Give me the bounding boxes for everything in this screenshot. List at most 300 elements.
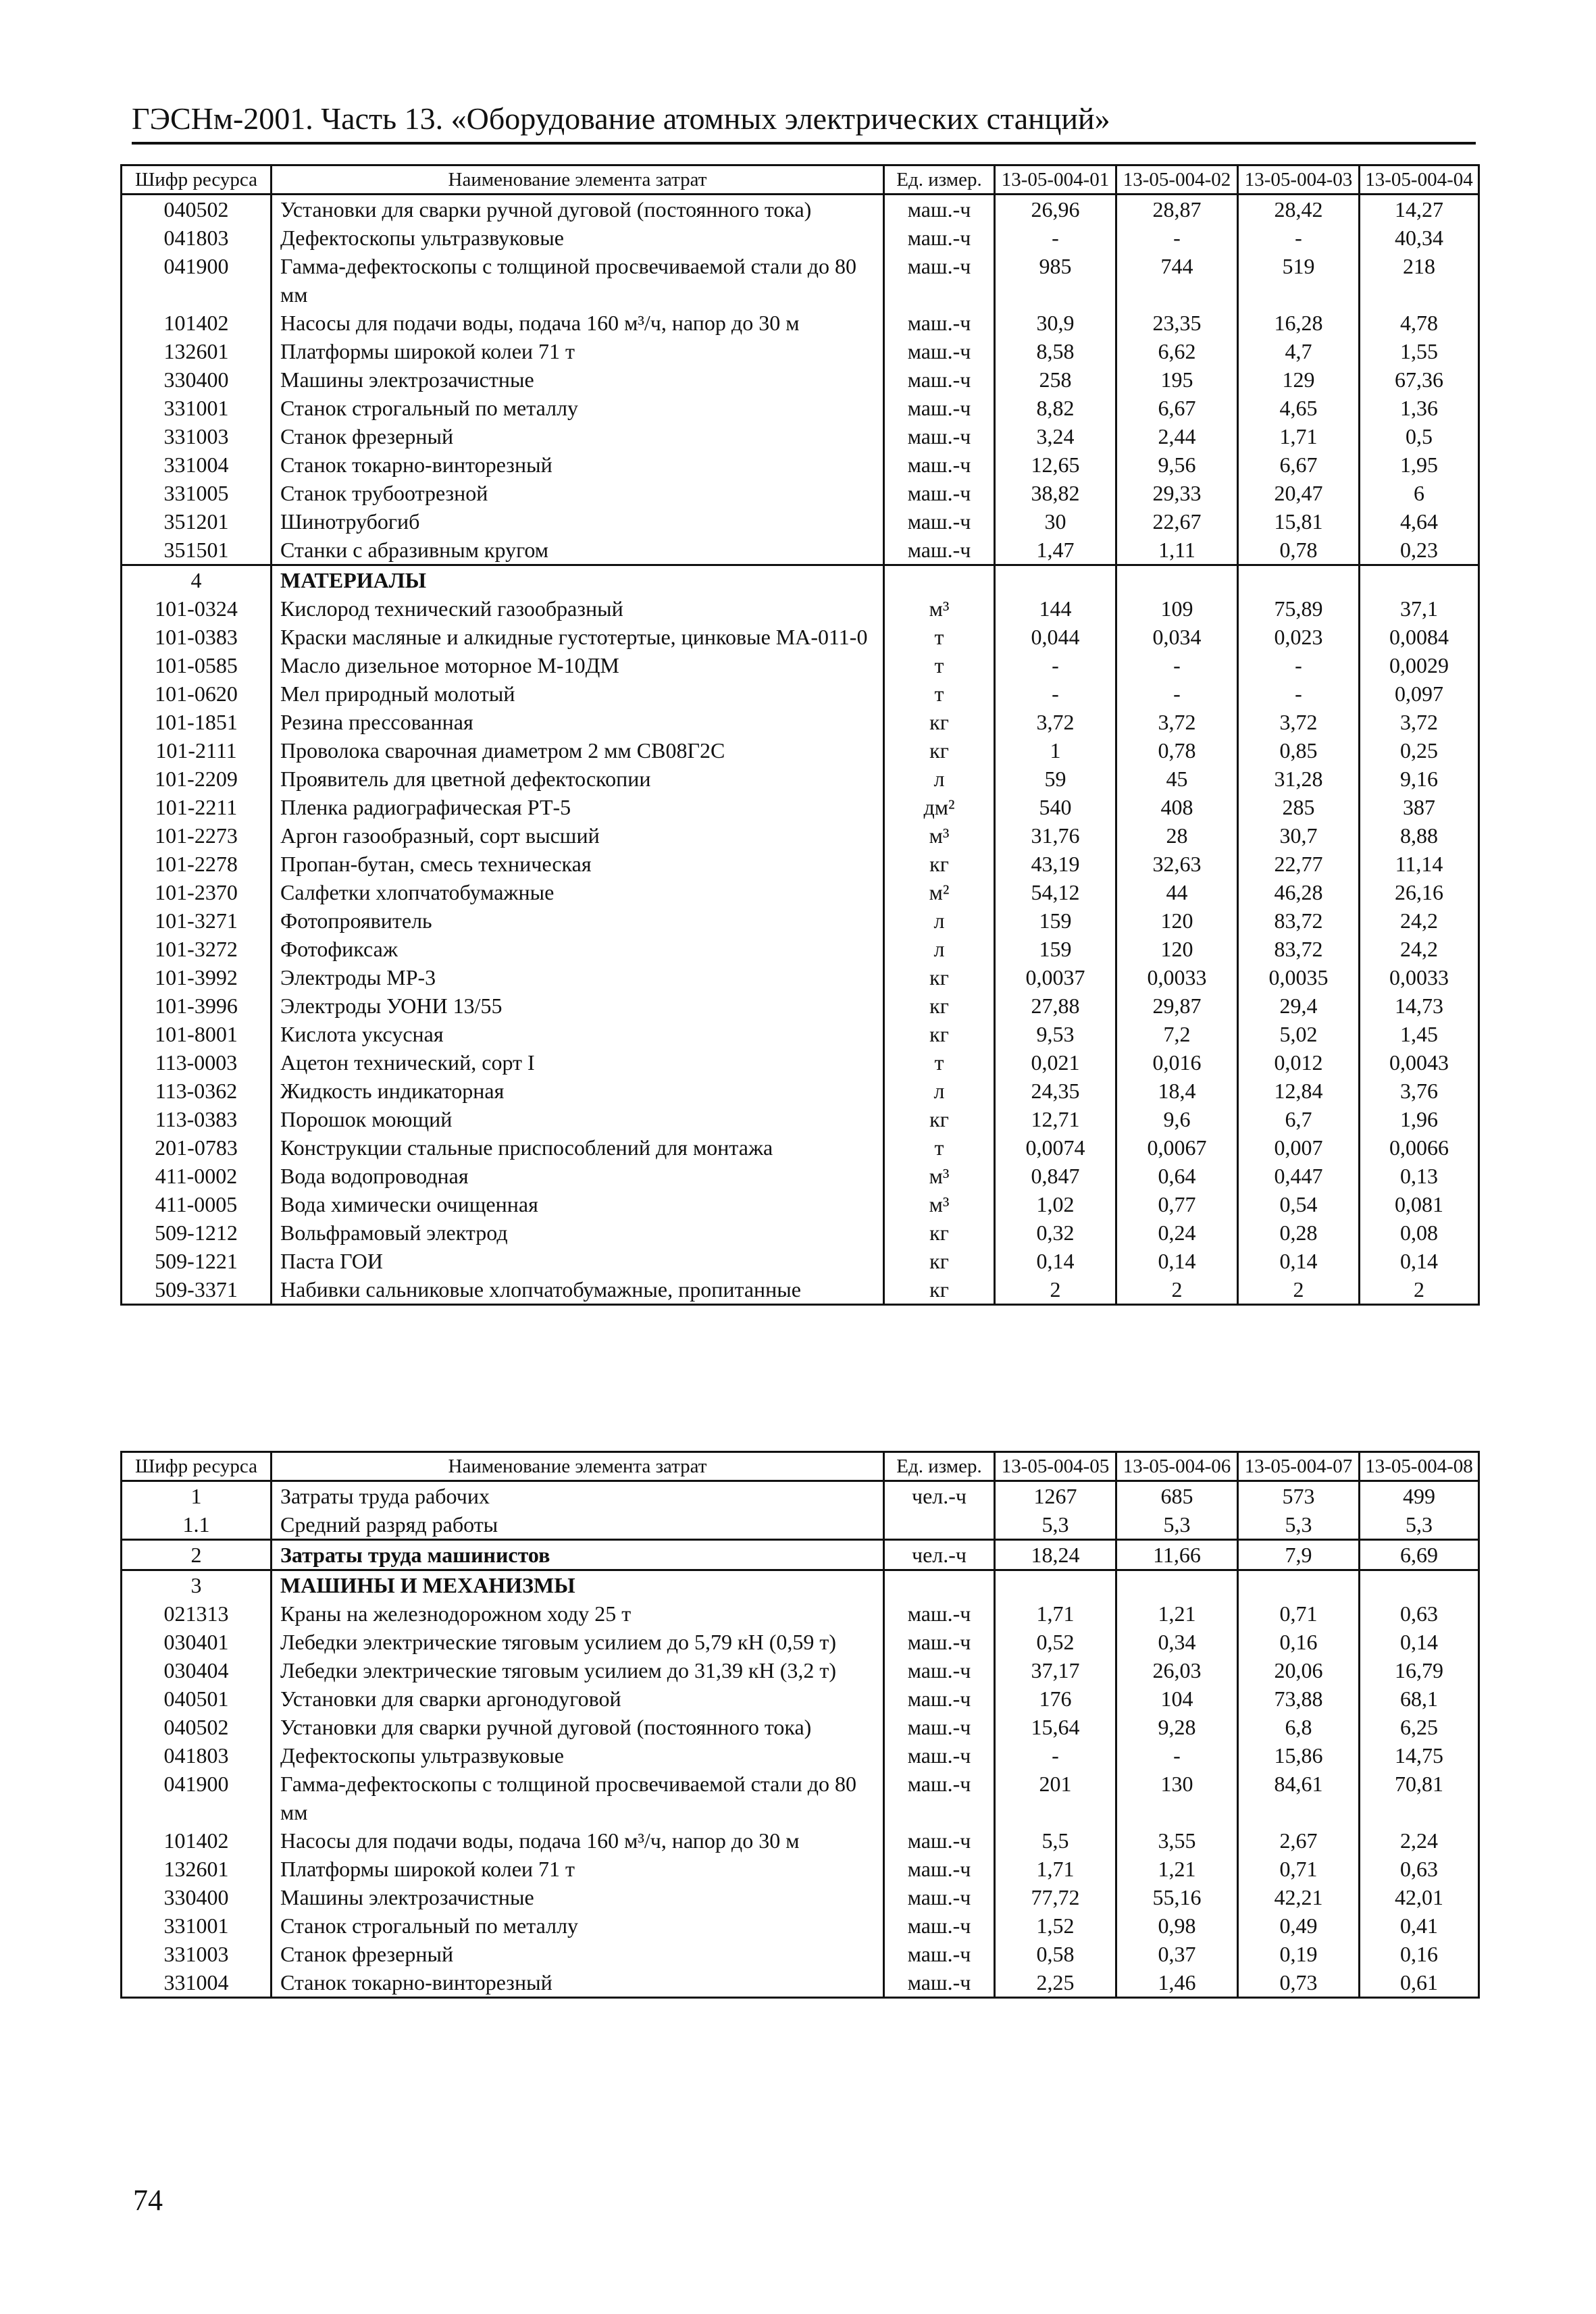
norm-value-cell: 0,41: [1360, 1911, 1479, 1940]
resource-name-cell: Проявитель для цветной дефектоскопии: [272, 765, 884, 793]
norm-value-cell: 29,33: [1116, 479, 1238, 507]
norm-value-cell: 0,64: [1116, 1162, 1238, 1190]
norm-value-cell: 0,0037: [995, 963, 1116, 992]
norm-value-cell: 1,45: [1360, 1020, 1479, 1048]
resource-name-cell: Станок токарно-винторезный: [272, 451, 884, 479]
table-row: [122, 1077, 1479, 1105]
page-number: 74: [133, 2184, 163, 2217]
norm-value-cell: [1360, 1570, 1479, 1600]
resource-table-1: [120, 164, 1480, 1306]
resource-name-cell: Фотофиксаж: [272, 935, 884, 963]
table-row: [122, 935, 1479, 963]
norm-value-cell: 1,71: [1238, 422, 1360, 451]
norm-value-cell: 9,6: [1116, 1105, 1238, 1133]
norm-value-cell: 40,34: [1360, 224, 1479, 252]
norm-value-cell: 5,5: [995, 1826, 1116, 1855]
resource-code-cell: 331001: [122, 394, 272, 422]
norm-value-cell: 0,71: [1238, 1855, 1360, 1883]
resource-name-cell: Пропан-бутан, смесь техническая: [272, 850, 884, 878]
norm-value-cell: 18,24: [995, 1540, 1116, 1570]
unit-cell: м³: [884, 1162, 995, 1190]
unit-cell: кг: [884, 1218, 995, 1247]
table-row: [122, 1628, 1479, 1656]
norm-value-cell: 0,78: [1116, 736, 1238, 765]
norm-value-cell: 5,3: [1116, 1510, 1238, 1540]
norm-value-cell: 15,64: [995, 1713, 1116, 1741]
resource-code-cell: 030401: [122, 1628, 272, 1656]
norm-value-cell: 22,77: [1238, 850, 1360, 878]
resource-code-cell: 040501: [122, 1685, 272, 1713]
unit-cell: м²: [884, 878, 995, 906]
norm-value-cell: 0,37: [1116, 1940, 1238, 1968]
table-row: [122, 252, 1479, 309]
norm-value-cell: 14,73: [1360, 992, 1479, 1020]
norm-value-cell: -: [1238, 651, 1360, 679]
norm-value-cell: 1,47: [995, 536, 1116, 565]
resource-code-cell: 101-0383: [122, 623, 272, 651]
norm-value-cell: 0,32: [995, 1218, 1116, 1247]
norm-value-cell: [995, 1570, 1116, 1600]
norm-value-cell: 2: [1360, 1275, 1479, 1305]
norm-value-cell: 9,28: [1116, 1713, 1238, 1741]
unit-cell: л: [884, 765, 995, 793]
table-row: [122, 1020, 1479, 1048]
norm-value-cell: 5,3: [1238, 1510, 1360, 1540]
norm-value-cell: 30,7: [1238, 821, 1360, 850]
resource-name-cell: Установки для сварки ручной дуговой (постоянного тока): [272, 1713, 884, 1741]
unit-cell: т: [884, 679, 995, 708]
unit-cell: дм²: [884, 793, 995, 821]
resource-code-cell: 2: [122, 1540, 272, 1570]
table-row: [122, 309, 1479, 337]
resource-code-cell: 201-0783: [122, 1133, 272, 1162]
unit-cell: чел.-ч: [884, 1540, 995, 1570]
norm-value-cell: 0,0067: [1116, 1133, 1238, 1162]
column-header-norm: 13-05-004-06: [1116, 1452, 1238, 1481]
norm-value-cell: 6,62: [1116, 337, 1238, 365]
norm-value-cell: 0,021: [995, 1048, 1116, 1077]
norm-value-cell: 59: [995, 765, 1116, 793]
unit-cell: маш.-ч: [884, 1826, 995, 1855]
norm-value-cell: [1238, 565, 1360, 595]
norm-value-cell: 5,02: [1238, 1020, 1360, 1048]
norm-value-cell: 5,3: [1360, 1510, 1479, 1540]
norm-value-cell: 0,097: [1360, 679, 1479, 708]
resource-name-cell: Краны на железнодорожном ходу 25 т: [272, 1599, 884, 1628]
section-row: [122, 565, 1479, 595]
norm-value-cell: 1,71: [995, 1855, 1116, 1883]
norm-value-cell: 84,61: [1238, 1770, 1360, 1826]
resource-name-cell: Салфетки хлопчатобумажные: [272, 878, 884, 906]
resource-name-cell: Станок фрезерный: [272, 422, 884, 451]
norm-value-cell: -: [1238, 679, 1360, 708]
norm-value-cell: 0,044: [995, 623, 1116, 651]
resource-code-cell: 330400: [122, 365, 272, 394]
norm-value-cell: 28,42: [1238, 195, 1360, 224]
norm-value-cell: 23,35: [1116, 309, 1238, 337]
resource-code-cell: 101-0620: [122, 679, 272, 708]
resource-name-cell: Установки для сварки ручной дуговой (постоянного тока): [272, 195, 884, 224]
resource-name-cell: Вольфрамовый электрод: [272, 1218, 884, 1247]
norm-value-cell: 83,72: [1238, 935, 1360, 963]
norm-value-cell: 0,0033: [1360, 963, 1479, 992]
norm-value-cell: -: [1116, 651, 1238, 679]
resource-code-cell: 041900: [122, 1770, 272, 1826]
table-row: [122, 1770, 1479, 1826]
table-row: [122, 1911, 1479, 1940]
norm-value-cell: 30,9: [995, 309, 1116, 337]
table-row: [122, 1540, 1479, 1570]
resource-code-cell: 1: [122, 1481, 272, 1511]
norm-value-cell: 0,77: [1116, 1190, 1238, 1218]
resource-code-cell: 330400: [122, 1883, 272, 1911]
unit-cell: маш.-ч: [884, 309, 995, 337]
norm-value-cell: 218: [1360, 252, 1479, 309]
norm-value-cell: 0,16: [1360, 1940, 1479, 1968]
norm-value-cell: 29,4: [1238, 992, 1360, 1020]
resource-code-cell: 101-3996: [122, 992, 272, 1020]
norm-value-cell: 1267: [995, 1481, 1116, 1511]
norm-value-cell: 27,88: [995, 992, 1116, 1020]
resource-code-cell: 509-3371: [122, 1275, 272, 1305]
resource-name-cell: Ацетон технический, сорт I: [272, 1048, 884, 1077]
norm-value-cell: 0,13: [1360, 1162, 1479, 1190]
norm-value-cell: 14,27: [1360, 195, 1479, 224]
norm-value-cell: 42,01: [1360, 1883, 1479, 1911]
resource-code-cell: 351201: [122, 507, 272, 536]
norm-value-cell: 0,034: [1116, 623, 1238, 651]
norm-value-cell: 0,5: [1360, 422, 1479, 451]
norm-value-cell: [1116, 565, 1238, 595]
table-row: [122, 507, 1479, 536]
column-header-unit: Ед. измер.: [884, 165, 995, 195]
norm-value-cell: 985: [995, 252, 1116, 309]
table-row: [122, 850, 1479, 878]
table-row: [122, 1883, 1479, 1911]
table-row: [122, 651, 1479, 679]
norm-value-cell: 1: [995, 736, 1116, 765]
norm-value-cell: 1,96: [1360, 1105, 1479, 1133]
resource-code-cell: 040502: [122, 1713, 272, 1741]
resource-name-cell: Электроды УОНИ 13/55: [272, 992, 884, 1020]
norm-value-cell: 1,52: [995, 1911, 1116, 1940]
norm-value-cell: 15,81: [1238, 507, 1360, 536]
unit-cell: кг: [884, 992, 995, 1020]
norm-value-cell: 2: [1116, 1275, 1238, 1305]
norm-value-cell: [995, 565, 1116, 595]
table-row: [122, 594, 1479, 623]
norm-value-cell: 104: [1116, 1685, 1238, 1713]
resource-code-cell: 3: [122, 1570, 272, 1600]
unit-cell: т: [884, 623, 995, 651]
norm-value-cell: 0,0043: [1360, 1048, 1479, 1077]
norm-value-cell: 3,72: [1238, 708, 1360, 736]
resource-name-cell: Затраты труда машинистов: [272, 1540, 884, 1570]
norm-value-cell: 3,76: [1360, 1077, 1479, 1105]
table-row: [122, 821, 1479, 850]
norm-value-cell: 24,35: [995, 1077, 1116, 1105]
norm-value-cell: [1238, 1570, 1360, 1600]
norm-value-cell: 120: [1116, 906, 1238, 935]
norm-value-cell: 744: [1116, 252, 1238, 309]
resource-name-cell: Насосы для подачи воды, подача 160 м³/ч, напор до 30 м: [272, 309, 884, 337]
norm-value-cell: 387: [1360, 793, 1479, 821]
table-row: [122, 337, 1479, 365]
norm-value-cell: 6,8: [1238, 1713, 1360, 1741]
norm-value-cell: 120: [1116, 935, 1238, 963]
resource-name-cell: Вода химически очищенная: [272, 1190, 884, 1218]
table-row: [122, 536, 1479, 565]
unit-cell: маш.-ч: [884, 422, 995, 451]
norm-value-cell: 6,67: [1238, 451, 1360, 479]
column-header-code: Шифр ресурса: [122, 165, 272, 195]
norm-value-cell: 70,81: [1360, 1770, 1479, 1826]
table-row: [122, 195, 1479, 224]
table-row: [122, 1162, 1479, 1190]
resource-code-cell: 331005: [122, 479, 272, 507]
norm-value-cell: 42,21: [1238, 1883, 1360, 1911]
resource-code-cell: 101-3272: [122, 935, 272, 963]
norm-value-cell: 144: [995, 594, 1116, 623]
unit-cell: м³: [884, 1190, 995, 1218]
norm-value-cell: 2,25: [995, 1968, 1116, 1998]
norm-value-cell: 28: [1116, 821, 1238, 850]
resource-code-cell: 101-8001: [122, 1020, 272, 1048]
resource-code-cell: 509-1212: [122, 1218, 272, 1247]
table-row: [122, 1685, 1479, 1713]
unit-cell: кг: [884, 1105, 995, 1133]
norm-value-cell: 11,66: [1116, 1540, 1238, 1570]
norm-value-cell: -: [995, 651, 1116, 679]
norm-value-cell: 8,58: [995, 337, 1116, 365]
resource-code-cell: 030404: [122, 1656, 272, 1685]
resource-name-cell: Машины электрозачистные: [272, 365, 884, 394]
norm-value-cell: 2,67: [1238, 1826, 1360, 1855]
norm-value-cell: 44: [1116, 878, 1238, 906]
norm-value-cell: 0,19: [1238, 1940, 1360, 1968]
resource-name-cell: Пленка радиографическая РТ-5: [272, 793, 884, 821]
resource-name-cell: Кислота уксусная: [272, 1020, 884, 1048]
resource-code-cell: 331003: [122, 1940, 272, 1968]
norm-value-cell: 1,11: [1116, 536, 1238, 565]
norm-value-cell: 0,847: [995, 1162, 1116, 1190]
unit-cell: маш.-ч: [884, 252, 995, 309]
norm-value-cell: 8,82: [995, 394, 1116, 422]
table-row: [122, 1713, 1479, 1741]
norm-value-cell: 55,16: [1116, 1883, 1238, 1911]
resource-code-cell: 041900: [122, 252, 272, 309]
table-row: [122, 1599, 1479, 1628]
resource-code-cell: 101-2211: [122, 793, 272, 821]
norm-value-cell: 0,58: [995, 1940, 1116, 1968]
norm-value-cell: 4,65: [1238, 394, 1360, 422]
norm-value-cell: 0,78: [1238, 536, 1360, 565]
norm-value-cell: 4,64: [1360, 507, 1479, 536]
column-header-norm: 13-05-004-07: [1238, 1452, 1360, 1481]
norm-value-cell: 6: [1360, 479, 1479, 507]
norm-value-cell: 31,28: [1238, 765, 1360, 793]
resource-table-2: [120, 1451, 1480, 1999]
unit-cell: маш.-ч: [884, 451, 995, 479]
norm-value-cell: 2,44: [1116, 422, 1238, 451]
norm-value-cell: 685: [1116, 1481, 1238, 1511]
table-row: [122, 1133, 1479, 1162]
unit-cell: [884, 1570, 995, 1600]
resource-code-cell: 331001: [122, 1911, 272, 1940]
resource-name-cell: Краски масляные и алкидные густотертые, цинковые МА-011-0: [272, 623, 884, 651]
norm-value-cell: 0,98: [1116, 1911, 1238, 1940]
resource-code-cell: 041803: [122, 1741, 272, 1770]
resource-code-cell: 101402: [122, 309, 272, 337]
norm-value-cell: 30: [995, 507, 1116, 536]
norm-value-cell: 540: [995, 793, 1116, 821]
norm-value-cell: 0,016: [1116, 1048, 1238, 1077]
norm-value-cell: 0,14: [1238, 1247, 1360, 1275]
norm-value-cell: 408: [1116, 793, 1238, 821]
norm-value-cell: 1,36: [1360, 394, 1479, 422]
resource-name-cell: Гамма-дефектоскопы с толщиной просвечиваемой стали до 80 мм: [272, 1770, 884, 1826]
table-row: [122, 1481, 1479, 1511]
norm-value-cell: 9,53: [995, 1020, 1116, 1048]
norm-value-cell: 0,52: [995, 1628, 1116, 1656]
resource-code-cell: 101-3992: [122, 963, 272, 992]
table-row: [122, 451, 1479, 479]
unit-cell: кг: [884, 736, 995, 765]
unit-cell: л: [884, 1077, 995, 1105]
norm-value-cell: 45: [1116, 765, 1238, 793]
table-row: [122, 623, 1479, 651]
unit-cell: маш.-ч: [884, 1599, 995, 1628]
resource-code-cell: 041803: [122, 224, 272, 252]
resource-name-cell: МАШИНЫ И МЕХАНИЗМЫ: [272, 1570, 884, 1600]
unit-cell: маш.-ч: [884, 365, 995, 394]
norm-value-cell: 0,28: [1238, 1218, 1360, 1247]
table-row: [122, 1855, 1479, 1883]
norm-value-cell: 77,72: [995, 1883, 1116, 1911]
resource-name-cell: Платформы широкой колеи 71 т: [272, 337, 884, 365]
resource-name-cell: МАТЕРИАЛЫ: [272, 565, 884, 595]
resource-code-cell: 101-2273: [122, 821, 272, 850]
unit-cell: маш.-ч: [884, 1855, 995, 1883]
unit-cell: чел.-ч: [884, 1481, 995, 1511]
norm-value-cell: -: [995, 1741, 1116, 1770]
unit-cell: кг: [884, 1247, 995, 1275]
norm-value-cell: 0,08: [1360, 1218, 1479, 1247]
norm-value-cell: 6,7: [1238, 1105, 1360, 1133]
norm-value-cell: 15,86: [1238, 1741, 1360, 1770]
table-row: [122, 365, 1479, 394]
table-row: [122, 679, 1479, 708]
norm-value-cell: [1360, 565, 1479, 595]
resource-name-cell: Конструкции стальные приспособлений для монтажа: [272, 1133, 884, 1162]
resource-code-cell: 040502: [122, 195, 272, 224]
norm-value-cell: 20,47: [1238, 479, 1360, 507]
unit-cell: т: [884, 651, 995, 679]
norm-value-cell: 109: [1116, 594, 1238, 623]
norm-value-cell: 54,12: [995, 878, 1116, 906]
unit-cell: маш.-ч: [884, 1685, 995, 1713]
norm-value-cell: 2,24: [1360, 1826, 1479, 1855]
norm-value-cell: 0,0066: [1360, 1133, 1479, 1162]
norm-value-cell: 0,0074: [995, 1133, 1116, 1162]
resource-name-cell: Шинотрубогиб: [272, 507, 884, 536]
norm-value-cell: 0,16: [1238, 1628, 1360, 1656]
norm-value-cell: 0,49: [1238, 1911, 1360, 1940]
norm-value-cell: 0,54: [1238, 1190, 1360, 1218]
norm-value-cell: 0,63: [1360, 1599, 1479, 1628]
norm-value-cell: 12,65: [995, 451, 1116, 479]
resource-code-cell: 101-1851: [122, 708, 272, 736]
norm-value-cell: 0,24: [1116, 1218, 1238, 1247]
table-row: [122, 765, 1479, 793]
norm-value-cell: 24,2: [1360, 906, 1479, 935]
unit-cell: кг: [884, 1020, 995, 1048]
unit-cell: маш.-ч: [884, 337, 995, 365]
norm-value-cell: 519: [1238, 252, 1360, 309]
resource-name-cell: Фотопроявитель: [272, 906, 884, 935]
table-row: [122, 1105, 1479, 1133]
table-row: [122, 1275, 1479, 1305]
norm-value-cell: 258: [995, 365, 1116, 394]
unit-cell: кг: [884, 708, 995, 736]
column-header-name: Наименование элемента затрат: [272, 1452, 884, 1481]
norm-value-cell: 43,19: [995, 850, 1116, 878]
unit-cell: т: [884, 1133, 995, 1162]
norm-value-cell: 130: [1116, 1770, 1238, 1826]
resource-name-cell: Порошок моющий: [272, 1105, 884, 1133]
column-header-norm: 13-05-004-04: [1360, 165, 1479, 195]
norm-value-cell: 32,63: [1116, 850, 1238, 878]
norm-value-cell: 73,88: [1238, 1685, 1360, 1713]
unit-cell: маш.-ч: [884, 195, 995, 224]
norm-value-cell: 16,79: [1360, 1656, 1479, 1685]
resource-name-cell: Станок строгальный по металлу: [272, 1911, 884, 1940]
resource-name-cell: Лебедки электрические тяговым усилием до 31,39 кН (3,2 т): [272, 1656, 884, 1685]
resource-name-cell: Гамма-дефектоскопы с толщиной просвечиваемой стали до 80 мм: [272, 252, 884, 309]
unit-cell: маш.-ч: [884, 1713, 995, 1741]
resource-code-cell: 1.1: [122, 1510, 272, 1540]
norm-value-cell: 18,4: [1116, 1077, 1238, 1105]
table-row: [122, 1741, 1479, 1770]
table-row: [122, 1940, 1479, 1968]
norm-value-cell: 176: [995, 1685, 1116, 1713]
table-row: [122, 1048, 1479, 1077]
resource-name-cell: Дефектоскопы ультразвуковые: [272, 1741, 884, 1770]
norm-value-cell: 4,7: [1238, 337, 1360, 365]
resource-code-cell: 101-0585: [122, 651, 272, 679]
unit-cell: кг: [884, 1275, 995, 1305]
norm-value-cell: 0,23: [1360, 536, 1479, 565]
norm-value-cell: 1,71: [995, 1599, 1116, 1628]
table-row: [122, 394, 1479, 422]
page-header: ГЭСНм-2001. Часть 13. «Оборудование атомных электрических станций»: [132, 100, 1476, 145]
norm-value-cell: 0,71: [1238, 1599, 1360, 1628]
resource-code-cell: 101-2209: [122, 765, 272, 793]
norm-value-cell: 26,16: [1360, 878, 1479, 906]
unit-cell: маш.-ч: [884, 1770, 995, 1826]
norm-value-cell: 1,46: [1116, 1968, 1238, 1998]
unit-cell: маш.-ч: [884, 479, 995, 507]
norm-value-cell: 8,88: [1360, 821, 1479, 850]
unit-cell: маш.-ч: [884, 507, 995, 536]
norm-value-cell: 11,14: [1360, 850, 1479, 878]
norm-value-cell: 3,55: [1116, 1826, 1238, 1855]
resource-name-cell: Затраты труда рабочих: [272, 1481, 884, 1511]
resource-name-cell: Дефектоскопы ультразвуковые: [272, 224, 884, 252]
norm-value-cell: 0,14: [1360, 1628, 1479, 1656]
resource-name-cell: Масло дизельное моторное М-10ДМ: [272, 651, 884, 679]
norm-value-cell: 573: [1238, 1481, 1360, 1511]
